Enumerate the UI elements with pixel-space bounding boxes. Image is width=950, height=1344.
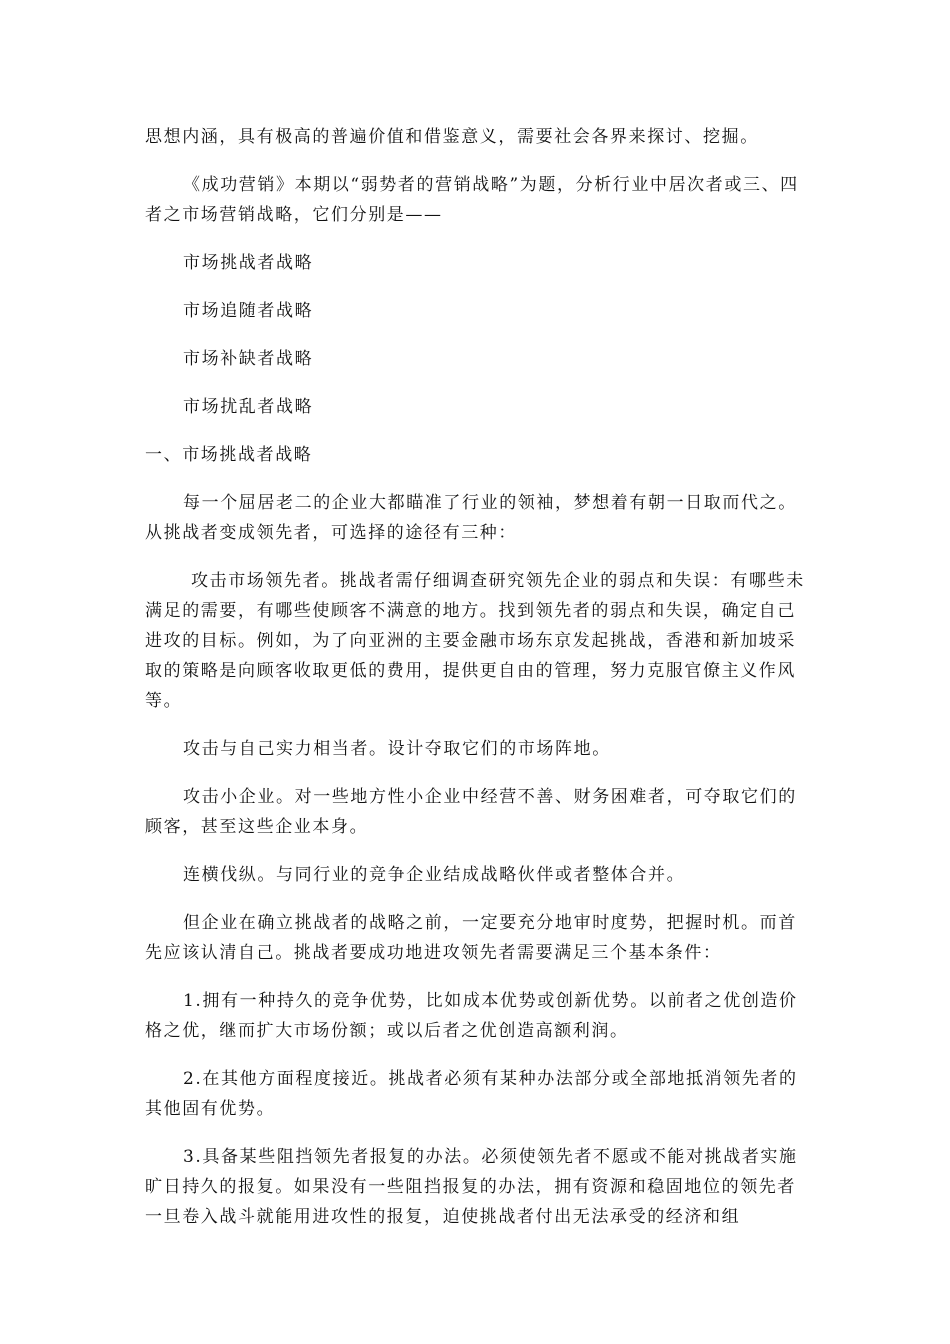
list-item-nicher: 市场补缺者战略 [183,349,314,369]
document-page [145,122,805,1250]
paragraph-attack-leader: 攻击市场领先者。挑战者需仔细调查研究领先企业的弱点和失误：有哪些未满足的需要，有哪些使顾客不满意的地方。找到领先者的弱点和失误，确定自己进攻的目标。例如，为了向亚洲的主要金融市场东京发起挑战，香港和新加坡采取的策略是向顾客收取更低的费用，提供更自由的管理，努力克服官僚主义作风等。 [145,571,805,711]
list-item-challenger: 市场挑战者战略 [183,253,314,273]
paragraph-conditions-intro: 但企业在确立挑战者的战略之前，一定要充分地审时度势，把握时机。而首先应该认清自己。挑战者要成功地进攻领先者需要满足三个基本条件： [145,913,797,963]
list-item-disruptor: 市场扰乱者战略 [183,397,314,417]
paragraph-challenger-intro: 每一个屈居老二的企业大都瞄准了行业的领袖，梦想着有朝一日取而代之。从挑战者变成领先者，可选择的途径有三种： [145,493,797,543]
paragraph-condition-1: 1.拥有一种持久的竞争优势，比如成本优势或创新优势。以前者之优创造价格之优，继而扩大市场份额；或以后者之优创造高额利润。 [145,991,798,1041]
section-heading-challenger: 一、市场挑战者战略 [145,445,313,465]
paragraph-condition-3: 3.具备某些阻挡领先者报复的办法。必须使领先者不愿或不能对挑战者实施旷日持久的报复。如果没有一些阻挡报复的办法，拥有资源和稳固地位的领先者一旦卷入战斗就能用进攻性的报复，迫使挑战者付出无法承受的经济和组 [145,1147,798,1227]
paragraph-alliance: 连横伐纵。与同行业的竞争企业结成战略伙伴或者整体合并。 [183,865,686,885]
paragraph-attack-small: 攻击小企业。对一些地方性小企业中经营不善、财务困难者，可夺取它们的顾客，甚至这些企业本身。 [145,787,797,837]
paragraph-issue-topic: 《成功营销》本期以“弱势者的营销战略”为题，分析行业中居次者或三、四者之市场营销战略，它们分别是—— [145,175,799,225]
paragraph-condition-2: 2.在其他方面程度接近。挑战者必须有某种办法部分或全部地抵消领先者的其他固有优势。 [145,1069,798,1119]
list-item-follower: 市场追随者战略 [183,301,314,321]
paragraph-attack-equal: 攻击与自己实力相当者。设计夺取它们的市场阵地。 [183,739,611,759]
paragraph-intro-continuation: 思想内涵，具有极高的普遍价值和借鉴意义，需要社会各界来探讨、挖掘。 [145,127,759,147]
